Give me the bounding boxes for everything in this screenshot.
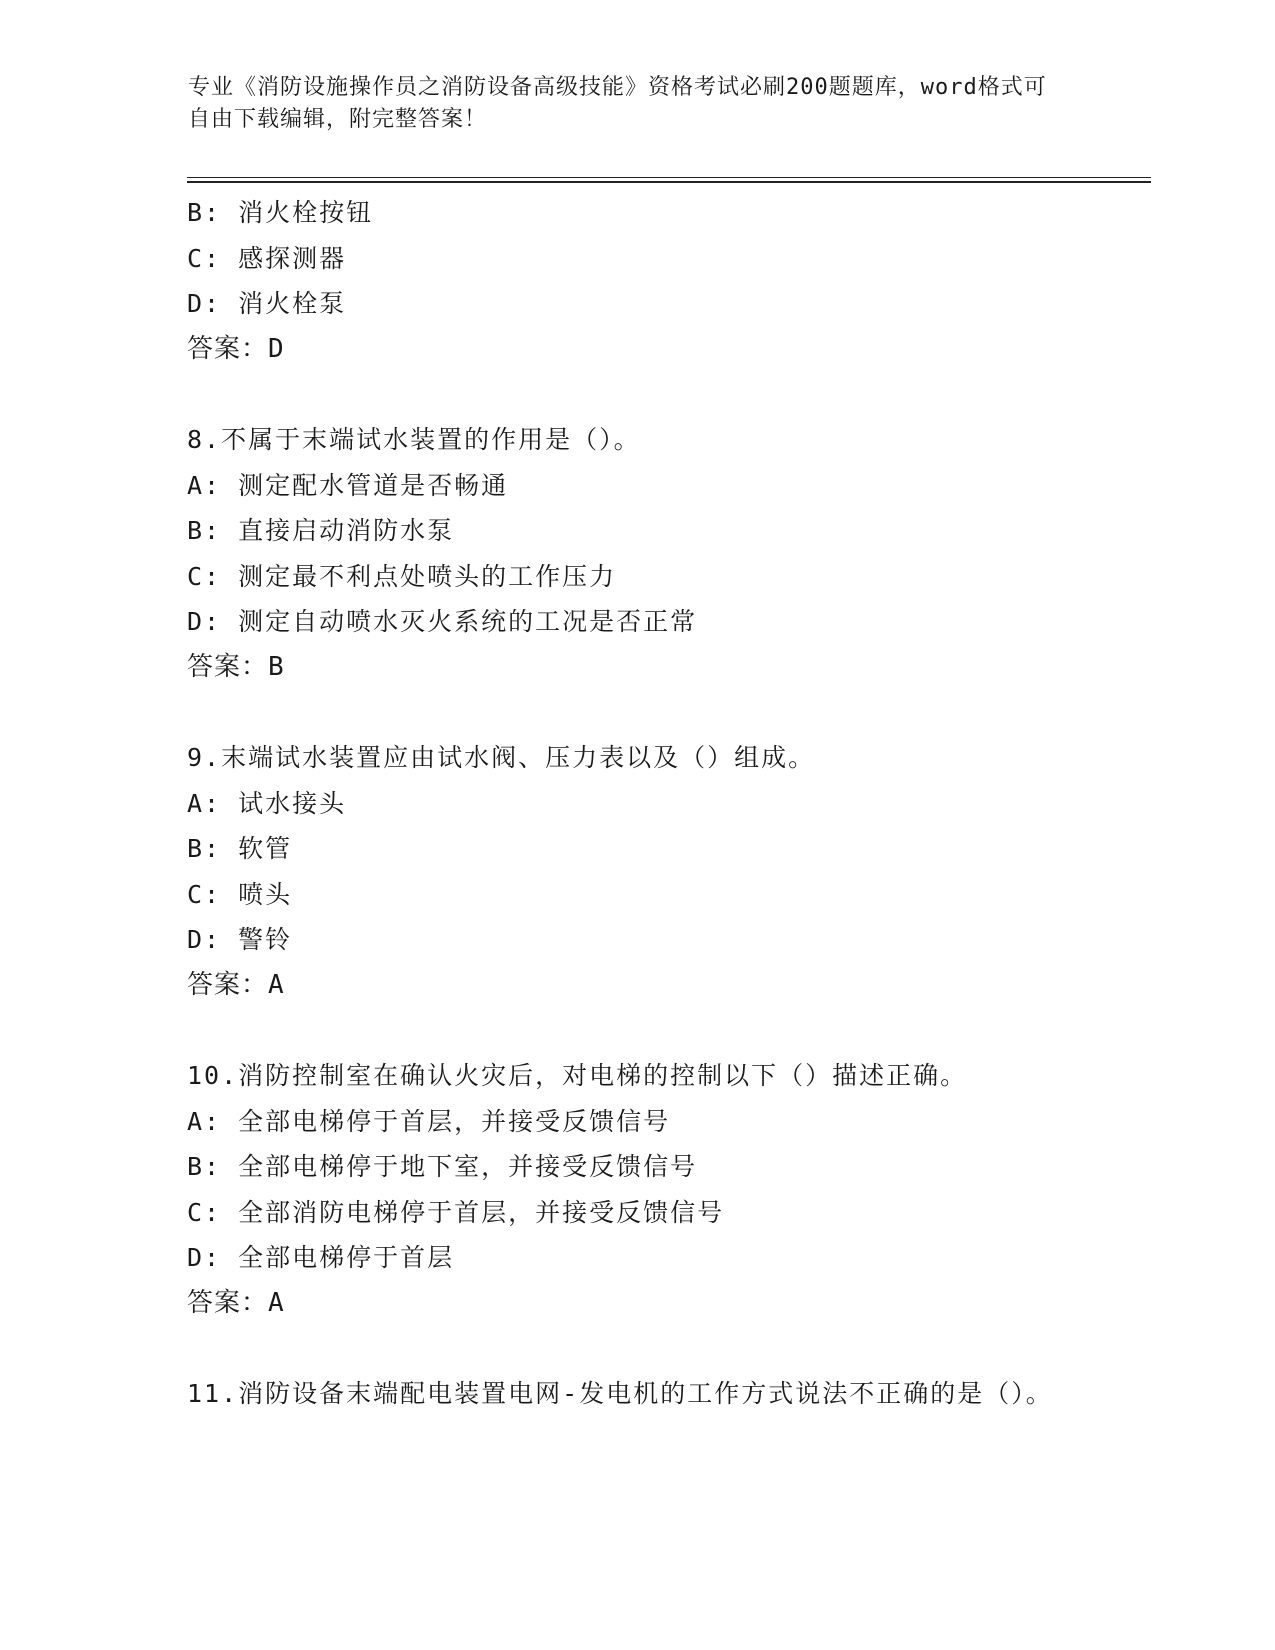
answer: 答案：A bbox=[187, 1287, 285, 1318]
option-a: A: 测定配水管道是否畅通 bbox=[187, 470, 509, 500]
option-c: C: 测定最不利点处喷头的工作压力 bbox=[187, 561, 617, 591]
option-d: D: 警铃 bbox=[187, 925, 293, 954]
answer: 答案：A bbox=[187, 969, 285, 1000]
option-a: A: 试水接头 bbox=[187, 788, 347, 818]
option-b: B: 全部电梯停于地下室，并接受反馈信号 bbox=[187, 1152, 698, 1181]
answer: 答案：D bbox=[187, 333, 285, 364]
question-stem: 9.末端试水装置应由试水阀、压力表以及（）组成。 bbox=[187, 743, 816, 772]
option-b: B: 软管 bbox=[187, 834, 293, 863]
question-9 bbox=[187, 735, 1087, 1008]
option-b: B: 直接启动消防水泵 bbox=[187, 516, 455, 545]
question-8 bbox=[187, 417, 1087, 690]
document-header: 专业《消防设施操作员之消防设备高级技能》资格考试必刷200题题库，word格式可自由下载编辑，附完整答案！ bbox=[188, 75, 1047, 132]
document-body bbox=[187, 190, 1087, 1417]
option-c: C: 喷头 bbox=[187, 879, 293, 909]
question-stem: 8.不属于末端试水装置的作用是（）。 bbox=[187, 425, 641, 454]
question-11 bbox=[187, 1371, 1087, 1417]
option-d: D: 测定自动喷水灭火系统的工况是否正常 bbox=[187, 607, 698, 636]
option-c: C: 感探测器 bbox=[187, 243, 347, 273]
option-d: D: 全部电梯停于首层 bbox=[187, 1243, 455, 1272]
answer: 答案：B bbox=[187, 651, 285, 682]
header-divider-thin bbox=[187, 177, 1151, 178]
question-7-continued bbox=[187, 190, 1087, 372]
header-divider-thick bbox=[187, 181, 1151, 183]
option-d: D: 消火栓泵 bbox=[187, 289, 347, 318]
option-a: A: 全部电梯停于首层，并接受反馈信号 bbox=[187, 1106, 671, 1136]
question-stem: 10.消防控制室在确认火灾后，对电梯的控制以下（）描述正确。 bbox=[187, 1061, 968, 1090]
option-b: B: 消火栓按钮 bbox=[187, 198, 374, 227]
question-10 bbox=[187, 1053, 1087, 1326]
option-c: C: 全部消防电梯停于首层，并接受反馈信号 bbox=[187, 1197, 725, 1227]
question-stem: 11.消防设备末端配电装置电网-发电机的工作方式说法不正确的是（）。 bbox=[187, 1379, 1053, 1408]
